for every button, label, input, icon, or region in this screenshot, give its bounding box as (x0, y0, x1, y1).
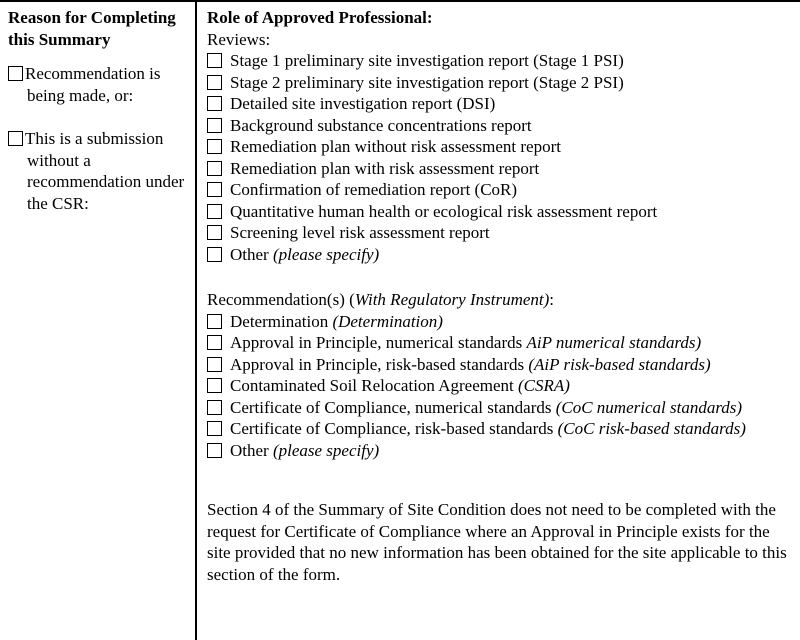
review-item: Other (please specify) (207, 244, 790, 266)
recommendation-item-label: Other (230, 440, 273, 460)
recommendation-item-label: Certificate of Compliance, numerical standards (230, 397, 556, 417)
review-item (207, 201, 790, 223)
role-column-title: Role of Approved Professional: (207, 8, 433, 27)
recommendation-item-label: Contaminated Soil Relocation Agreement (230, 376, 518, 395)
review-item-label: Stage 1 preliminary site investigation report (Stage 1 PSI) (230, 51, 624, 70)
review-item-label: Remediation plan without risk assessment report (230, 137, 561, 156)
recommendation-item: Certificate of Compliance, risk-based standards (CoC risk-based standards) (207, 418, 790, 440)
recommendation-item-label: Determination (230, 311, 333, 331)
csra-checkbox[interactable] (207, 378, 222, 393)
recommendation-being-made-checkbox[interactable] (8, 66, 23, 81)
review-item-label: Screening level risk assessment report (230, 223, 490, 242)
aip-risk-based-checkbox[interactable] (207, 357, 222, 372)
recommendation-item-label: Approval in Principle, risk-based standards (230, 354, 529, 374)
review-item-label: Quantitative human health or ecological risk assessment report (230, 201, 658, 221)
section4-note: Section 4 of the Summary of Site Condition does not need to be completed with the request for Certificate of Compliance where an Approval in Principle exists for the site provided that no new information has been obtained for the site applicable to this section of the form. (207, 500, 787, 584)
review-item-label: Remediation plan with risk assessment report (230, 158, 540, 178)
remediation-plan-without-risk-checkbox[interactable] (207, 139, 222, 154)
review-item (207, 136, 790, 158)
screening-level-checkbox[interactable] (207, 225, 222, 240)
determination-checkbox[interactable] (207, 314, 222, 329)
coc-numerical-checkbox[interactable] (207, 400, 222, 415)
recommendation-item: Determination (Determination) (207, 311, 790, 333)
review-item (207, 93, 790, 115)
aip-numerical-checkbox[interactable] (207, 335, 222, 350)
review-item (207, 115, 790, 137)
reviews-heading: Reviews: (207, 29, 271, 49)
review-item (207, 179, 790, 201)
reviews-other-checkbox[interactable] (207, 247, 222, 262)
review-item (207, 50, 790, 72)
review-item-label: Stage 2 preliminary site investigation report (Stage 2 PSI) (230, 72, 624, 92)
recommendation-item-label: Approval in Principle, numerical standards (230, 333, 527, 352)
reason-option-no-recommendation (8, 128, 189, 214)
coc-risk-based-checkbox[interactable] (207, 421, 222, 436)
recommendation-item: Certificate of Compliance, numerical standards (CoC numerical standards) (207, 397, 790, 419)
review-item (207, 222, 790, 244)
reason-column (0, 2, 197, 640)
role-column (197, 2, 800, 640)
review-item-label: Detailed site investigation report (DSI) (230, 94, 496, 113)
review-item-label: Other (230, 244, 273, 264)
recommendations-other-checkbox[interactable] (207, 443, 222, 458)
review-item (207, 72, 790, 94)
submission-without-recommendation-checkbox[interactable] (8, 131, 23, 146)
recommendation-item-label: Certificate of Compliance, risk-based standards (230, 419, 558, 438)
review-item (207, 158, 790, 180)
review-item-label: Confirmation of remediation report (CoR) (230, 180, 518, 199)
stage2-psi-checkbox[interactable] (207, 75, 222, 90)
cor-checkbox[interactable] (207, 182, 222, 197)
quantitative-risk-assessment-checkbox[interactable] (207, 204, 222, 219)
recommendation-item: Other (please specify) (207, 440, 790, 462)
reason-option-recommendation (8, 63, 189, 106)
recommendation-item: Approval in Principle, risk-based standards (AiP risk-based standards) (207, 354, 790, 376)
recommendation-item: Approval in Principle, numerical standards AiP numerical standards) (207, 332, 790, 354)
review-item-label: Background substance concentrations report (230, 115, 532, 135)
recommendation-item: Contaminated Soil Relocation Agreement (CSRA) (207, 375, 790, 397)
stage1-psi-checkbox[interactable] (207, 53, 222, 68)
reason-option-label: This is a submission without a recommendation under the CSR: (25, 129, 185, 213)
background-substance-checkbox[interactable] (207, 118, 222, 133)
reason-column-title: Reason for Completing this Summary (8, 8, 176, 49)
remediation-plan-with-risk-checkbox[interactable] (207, 161, 222, 176)
dsi-checkbox[interactable] (207, 96, 222, 111)
reason-option-label: Recommendation is being made, or: (25, 64, 161, 105)
recommendations-heading: Recommendation(s) (With Regulatory Instrument): (207, 290, 555, 309)
